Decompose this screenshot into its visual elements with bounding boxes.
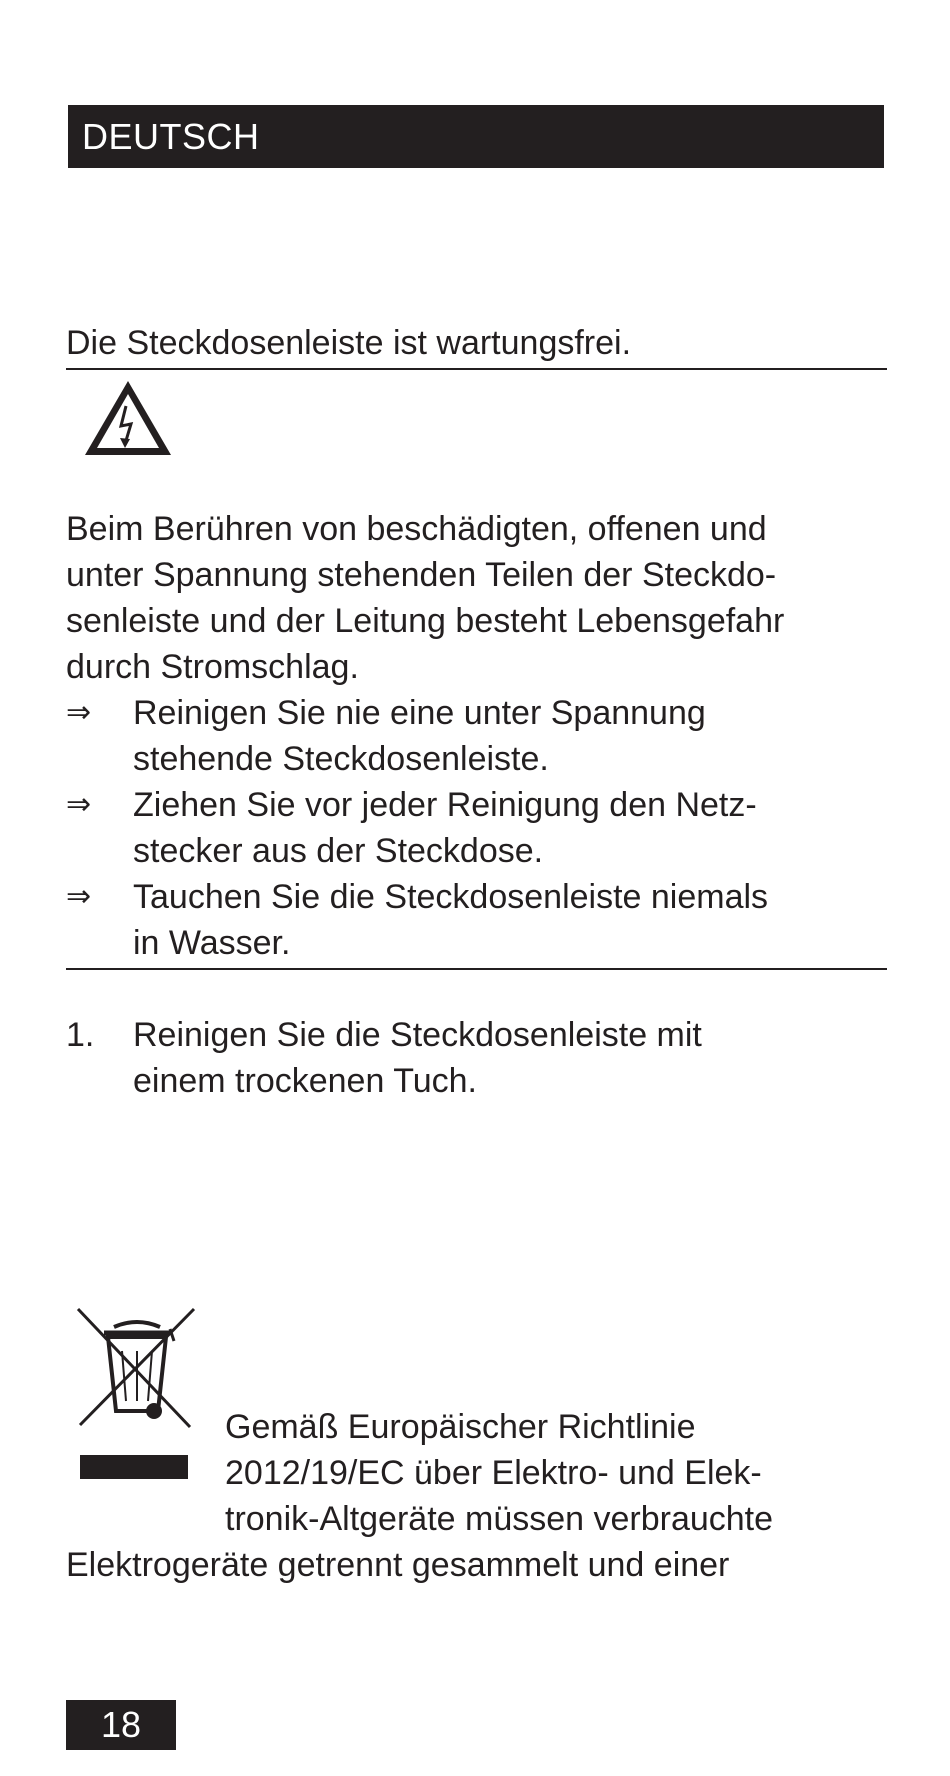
disposal-line: Elektrogeräte getrennt gesammelt und einer bbox=[66, 1546, 730, 1584]
bullet-line: Ziehen Sie vor jeder Reinigung den Netz- bbox=[133, 786, 757, 824]
warning-bottom-divider bbox=[66, 968, 887, 970]
crossed-out-wheelie-bin-icon bbox=[74, 1305, 200, 1485]
disposal-line: Gemäß Europäischer Richtlinie bbox=[225, 1408, 696, 1446]
double-arrow-icon: ⇒ bbox=[66, 695, 92, 730]
disposal-line: tronik-Altgeräte müssen verbrauchte bbox=[225, 1500, 774, 1538]
step-number: 1. bbox=[66, 1016, 95, 1054]
disposal-line: 2012/19/EC über Elektro- und Elek- bbox=[225, 1454, 762, 1492]
bullet-line: stehende Steckdosenleiste. bbox=[133, 740, 549, 778]
section-header bbox=[68, 105, 884, 168]
page-number: 18 bbox=[100, 1704, 142, 1745]
double-arrow-icon: ⇒ bbox=[66, 787, 92, 822]
bullet-line: Reinigen Sie nie eine unter Spannung bbox=[133, 694, 706, 732]
bullet-line: Tauchen Sie die Steckdosenleiste niemals bbox=[133, 878, 769, 916]
warning-line: durch Stromschlag. bbox=[66, 648, 359, 686]
bullet-line: in Wasser. bbox=[133, 924, 291, 962]
electric-hazard-triangle-icon bbox=[82, 378, 174, 458]
double-arrow-icon: ⇒ bbox=[66, 879, 92, 914]
step-line: Reinigen Sie die Steckdosenleiste mit bbox=[133, 1016, 702, 1054]
warning-line: senleiste und der Leitung besteht Lebensgefahr bbox=[66, 602, 785, 640]
step-line: einem trockenen Tuch. bbox=[133, 1062, 477, 1100]
warning-top-divider bbox=[66, 368, 887, 370]
page-number-badge bbox=[66, 1700, 176, 1750]
bullet-line: stecker aus der Steckdose. bbox=[133, 832, 544, 870]
warning-line: Beim Berühren von beschädigten, offenen und bbox=[66, 510, 767, 548]
maintenance-note: Die Steckdosenleiste ist wartungsfrei. bbox=[66, 324, 632, 362]
section-title: DEUTSCH bbox=[82, 115, 260, 157]
warning-line: unter Spannung stehenden Teilen der Steckdo- bbox=[66, 556, 777, 594]
